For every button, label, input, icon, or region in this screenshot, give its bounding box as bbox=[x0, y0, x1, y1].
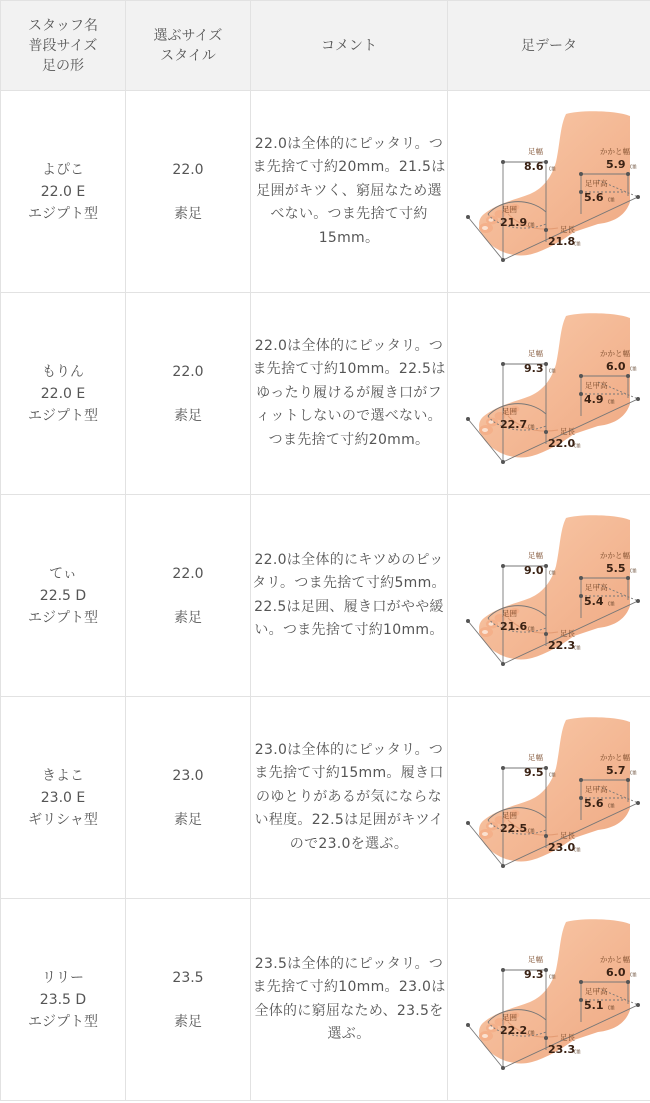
value-width: 9.3 bbox=[524, 967, 544, 981]
usual-size: 23.5 D bbox=[39, 991, 87, 1008]
unit-length: ㎝ bbox=[574, 238, 581, 247]
staff-name: てぃ bbox=[49, 565, 77, 582]
foot-shape: ギリシャ型 bbox=[28, 811, 98, 828]
label-length: 足長 bbox=[560, 1032, 575, 1042]
unit-width: ㎝ bbox=[549, 971, 556, 980]
table-row bbox=[1, 899, 650, 1101]
foot-data-cell bbox=[448, 293, 650, 495]
selected-size: 22.0 bbox=[172, 161, 204, 178]
wear-style: 素足 bbox=[174, 811, 202, 828]
staff-name: よぴこ bbox=[42, 161, 84, 178]
size-style-cell bbox=[126, 899, 251, 1101]
unit-instep-height: ㎝ bbox=[608, 1002, 615, 1011]
value-heel-width: 6.0 bbox=[606, 965, 626, 979]
foot-shape: エジプト型 bbox=[28, 205, 98, 222]
unit-heel-width: ㎝ bbox=[630, 363, 637, 372]
value-girth: 22.7 bbox=[500, 417, 528, 431]
foot-diagram bbox=[448, 698, 650, 898]
unit-girth: ㎝ bbox=[528, 623, 535, 632]
value-girth: 22.2 bbox=[500, 1023, 528, 1037]
wear-style: 素足 bbox=[174, 205, 202, 222]
foot-diagram bbox=[448, 496, 650, 696]
value-instep-height: 4.9 bbox=[584, 392, 604, 406]
unit-instep-height: ㎝ bbox=[608, 396, 615, 405]
staff-cell bbox=[1, 899, 126, 1101]
label-length: 足長 bbox=[560, 224, 575, 234]
comment-cell: 22.0は全体的にキツめのピッタリ。つま先捨て寸約5mm。22.5は足囲、履き口がやや緩い。つま先捨て寸約10mm。 bbox=[251, 495, 448, 697]
value-heel-width: 5.9 bbox=[606, 157, 626, 171]
label-heel-width: かかと幅 bbox=[600, 550, 630, 560]
foot-data-cell bbox=[448, 899, 650, 1101]
value-instep-height: 5.1 bbox=[584, 998, 604, 1012]
value-girth: 22.5 bbox=[500, 821, 528, 835]
label-instep-height: 足甲高 bbox=[585, 986, 608, 996]
unit-heel-width: ㎝ bbox=[630, 767, 637, 776]
unit-length: ㎝ bbox=[574, 440, 581, 449]
foot-diagram bbox=[448, 294, 650, 494]
size-style-cell bbox=[126, 293, 251, 495]
value-instep-height: 5.6 bbox=[584, 190, 604, 204]
value-width: 9.3 bbox=[524, 361, 544, 375]
unit-width: ㎝ bbox=[549, 769, 556, 778]
size-style-cell bbox=[126, 495, 251, 697]
label-heel-width: かかと幅 bbox=[600, 752, 630, 762]
label-width: 足幅 bbox=[528, 752, 543, 762]
unit-instep-height: ㎝ bbox=[608, 800, 615, 809]
wear-style: 素足 bbox=[174, 1013, 202, 1030]
value-length: 22.0 bbox=[548, 436, 576, 450]
unit-girth: ㎝ bbox=[528, 1027, 535, 1036]
selected-size: 23.0 bbox=[172, 767, 204, 784]
unit-length: ㎝ bbox=[574, 642, 581, 651]
staff-name: きよこ bbox=[42, 767, 84, 784]
label-length: 足長 bbox=[560, 426, 575, 436]
foot-shape: エジプト型 bbox=[28, 1013, 98, 1030]
label-heel-width: かかと幅 bbox=[600, 348, 630, 358]
label-width: 足幅 bbox=[528, 146, 543, 156]
staff-cell bbox=[1, 495, 126, 697]
header-foot-data: 足データ bbox=[448, 1, 650, 91]
value-width: 9.5 bbox=[524, 765, 544, 779]
unit-length: ㎝ bbox=[574, 1046, 581, 1055]
unit-heel-width: ㎝ bbox=[630, 161, 637, 170]
value-width: 8.6 bbox=[524, 159, 544, 173]
header-staff bbox=[1, 1, 126, 91]
size-style-cell bbox=[126, 697, 251, 899]
unit-girth: ㎝ bbox=[528, 421, 535, 430]
label-girth: 足囲 bbox=[502, 810, 517, 820]
comment-cell: 23.0は全体的にピッタリ。つま先捨て寸約15mm。履き口のゆとりがあるが気にならない程度。22.5は足囲がキツイので23.0を選ぶ。 bbox=[251, 697, 448, 899]
value-length: 23.3 bbox=[548, 1042, 576, 1056]
value-instep-height: 5.6 bbox=[584, 796, 604, 810]
value-width: 9.0 bbox=[524, 563, 544, 577]
label-girth: 足囲 bbox=[502, 608, 517, 618]
staff-cell bbox=[1, 697, 126, 899]
usual-size: 22.0 E bbox=[40, 385, 86, 402]
label-girth: 足囲 bbox=[502, 1012, 517, 1022]
header-size-line-1: 選ぶサイズ bbox=[153, 27, 223, 44]
size-style-cell bbox=[126, 91, 251, 293]
label-girth: 足囲 bbox=[502, 406, 517, 416]
unit-instep-height: ㎝ bbox=[608, 194, 615, 203]
label-width: 足幅 bbox=[528, 954, 543, 964]
table-row bbox=[1, 293, 650, 495]
staff-cell bbox=[1, 293, 126, 495]
value-girth: 21.6 bbox=[500, 619, 528, 633]
header-comment: コメント bbox=[251, 1, 448, 91]
staff-name: リリー bbox=[42, 969, 84, 986]
foot-diagram bbox=[448, 900, 650, 1100]
selected-size: 23.5 bbox=[172, 969, 204, 986]
selected-size: 22.0 bbox=[172, 363, 204, 380]
label-instep-height: 足甲高 bbox=[585, 784, 608, 794]
staff-name: もりん bbox=[42, 363, 84, 380]
value-instep-height: 5.4 bbox=[584, 594, 604, 608]
value-length: 23.0 bbox=[548, 840, 576, 854]
foot-data-cell bbox=[448, 495, 650, 697]
value-heel-width: 5.7 bbox=[606, 763, 626, 777]
header-staff-line-2: 普段サイズ bbox=[28, 37, 98, 54]
value-length: 22.3 bbox=[548, 638, 576, 652]
label-girth: 足囲 bbox=[502, 204, 517, 214]
table-row bbox=[1, 495, 650, 697]
label-instep-height: 足甲高 bbox=[585, 178, 608, 188]
staff-cell bbox=[1, 91, 126, 293]
foot-shape: エジプト型 bbox=[28, 609, 98, 626]
label-length: 足長 bbox=[560, 830, 575, 840]
comment-cell: 22.0は全体的にピッタリ。つま先捨て寸約10mm。22.5はゆったり履けるが履き口がフィットしないので選べない。つま先捨て寸約20mm。 bbox=[251, 293, 448, 495]
foot-data-cell bbox=[448, 697, 650, 899]
usual-size: 22.5 D bbox=[39, 587, 87, 604]
unit-heel-width: ㎝ bbox=[630, 565, 637, 574]
label-length: 足長 bbox=[560, 628, 575, 638]
unit-girth: ㎝ bbox=[528, 219, 535, 228]
value-girth: 21.9 bbox=[500, 215, 528, 229]
comment-cell: 23.5は全体的にピッタリ。つま先捨て寸約10mm。23.0は全体的に窮屈なため、23.5を選ぶ。 bbox=[251, 899, 448, 1101]
label-width: 足幅 bbox=[528, 348, 543, 358]
unit-width: ㎝ bbox=[549, 567, 556, 576]
unit-length: ㎝ bbox=[574, 844, 581, 853]
label-heel-width: かかと幅 bbox=[600, 146, 630, 156]
usual-size: 22.0 E bbox=[40, 183, 86, 200]
foot-shape: エジプト型 bbox=[28, 407, 98, 424]
label-heel-width: かかと幅 bbox=[600, 954, 630, 964]
header-staff-line-3: 足の形 bbox=[42, 57, 84, 74]
label-instep-height: 足甲高 bbox=[585, 380, 608, 390]
label-width: 足幅 bbox=[528, 550, 543, 560]
header-size-style bbox=[126, 1, 251, 91]
value-heel-width: 5.5 bbox=[606, 561, 626, 575]
unit-width: ㎝ bbox=[549, 365, 556, 374]
foot-data-cell bbox=[448, 91, 650, 293]
comment-cell: 22.0は全体的にピッタリ。つま先捨て寸約20mm。21.5は足囲がキツく、窮屈なため選べない。つま先捨て寸約15mm。 bbox=[251, 91, 448, 293]
label-instep-height: 足甲高 bbox=[585, 582, 608, 592]
unit-instep-height: ㎝ bbox=[608, 598, 615, 607]
header-staff-line-1: スタッフ名 bbox=[28, 17, 98, 34]
value-heel-width: 6.0 bbox=[606, 359, 626, 373]
unit-heel-width: ㎝ bbox=[630, 969, 637, 978]
wear-style: 素足 bbox=[174, 609, 202, 626]
unit-girth: ㎝ bbox=[528, 825, 535, 834]
header-row bbox=[1, 1, 650, 91]
foot-diagram bbox=[448, 92, 650, 292]
selected-size: 22.0 bbox=[172, 565, 204, 582]
table-row bbox=[1, 91, 650, 293]
wear-style: 素足 bbox=[174, 407, 202, 424]
usual-size: 23.0 E bbox=[40, 789, 86, 806]
value-length: 21.8 bbox=[548, 234, 576, 248]
header-size-line-2: スタイル bbox=[160, 47, 216, 64]
table-row bbox=[1, 697, 650, 899]
unit-width: ㎝ bbox=[549, 163, 556, 172]
